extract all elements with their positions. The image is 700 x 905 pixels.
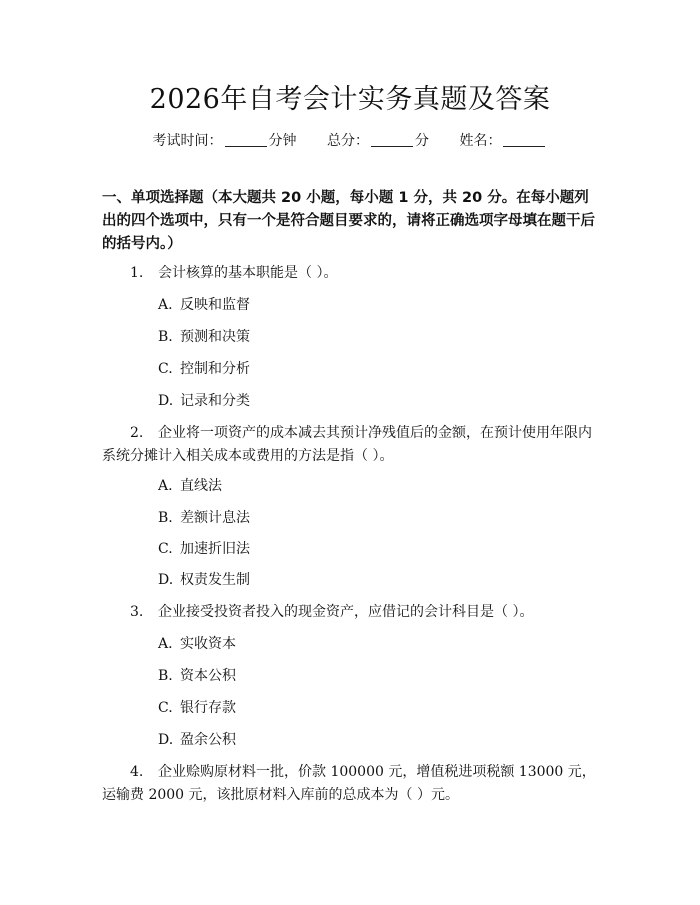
option-text: 记录和分类 <box>180 393 250 409</box>
option-text: 盈余公积 <box>180 732 236 748</box>
question-4 <box>102 761 600 807</box>
option <box>158 294 250 316</box>
option-text: 差额计息法 <box>180 510 250 526</box>
option-text: 控制和分析 <box>180 361 250 377</box>
option-text: 实收资本 <box>180 636 236 652</box>
question-stem: 会计核算的基本职能是（ ）。 <box>158 265 338 281</box>
option-letter: B. <box>158 329 173 345</box>
option <box>158 569 250 591</box>
option-text: 银行存款 <box>180 700 236 716</box>
option-letter: B. <box>158 510 173 526</box>
option <box>158 697 236 719</box>
option-letter: A. <box>158 636 173 652</box>
option <box>158 633 236 655</box>
question-3 <box>102 601 600 624</box>
option-text: 直线法 <box>180 478 222 494</box>
option-letter: C. <box>158 700 173 716</box>
section-header: 一、单项选择题（本大题共 20 小题，每小题 1 分，共 20 分。在每小题列出的四个选项中，只有一个是符合题目要求的，请将正确选项字母填在题干后的括号内。） <box>102 190 595 252</box>
option <box>158 390 250 412</box>
option-letter: D. <box>158 393 174 409</box>
name-blank <box>503 132 545 147</box>
page-title: 2026年自考会计实务真题及答案 <box>149 84 551 115</box>
time-blank <box>225 132 267 147</box>
time-label: 考试时间： <box>152 133 223 149</box>
exam-score <box>327 130 429 152</box>
exam-name <box>459 130 547 152</box>
option-text: 资本公积 <box>180 668 236 684</box>
option-text: 加速折旧法 <box>180 541 250 557</box>
question-number: 3. <box>130 604 144 620</box>
option-letter: A. <box>158 478 173 494</box>
question-stem: 企业将一项资产的成本减去其预计净残值后的金额，在预计使用年限内系统分摊计入相关成本或费用的方法是指（ ）。 <box>102 425 592 464</box>
option-letter: B. <box>158 668 173 684</box>
question-1 <box>102 262 600 285</box>
option <box>158 538 250 560</box>
option <box>158 729 236 751</box>
exam-meta <box>0 130 700 152</box>
question-stem: 企业赊购原材料一批，价款 100000 元，增值税进项税额 13000 元，运输费 2000 元，该批原材料入库前的总成本为（ ）元。 <box>102 764 596 803</box>
score-unit: 分 <box>415 133 429 149</box>
question-number: 4. <box>130 764 144 780</box>
question-2 <box>102 422 600 468</box>
option-letter: D. <box>158 732 174 748</box>
option-text: 权责发生制 <box>180 572 250 588</box>
option <box>158 475 222 497</box>
option <box>158 358 250 380</box>
option <box>158 326 250 348</box>
question-number: 1. <box>130 265 144 281</box>
name-label: 姓名： <box>459 133 502 149</box>
time-unit: 分钟 <box>268 133 297 149</box>
question-number: 2. <box>130 425 144 441</box>
exam-time <box>153 130 297 152</box>
option-text: 反映和监督 <box>180 297 250 313</box>
option-letter: A. <box>158 297 173 313</box>
option-text: 预测和决策 <box>180 329 250 345</box>
option-letter: C. <box>158 361 173 377</box>
option-letter: C. <box>158 541 173 557</box>
option <box>158 507 250 529</box>
question-stem: 企业接受投资者投入的现金资产，应借记的会计科目是（ ）。 <box>158 604 534 620</box>
option-letter: D. <box>158 572 174 588</box>
score-label: 总分： <box>327 133 369 149</box>
score-blank <box>371 132 413 147</box>
option <box>158 665 236 687</box>
